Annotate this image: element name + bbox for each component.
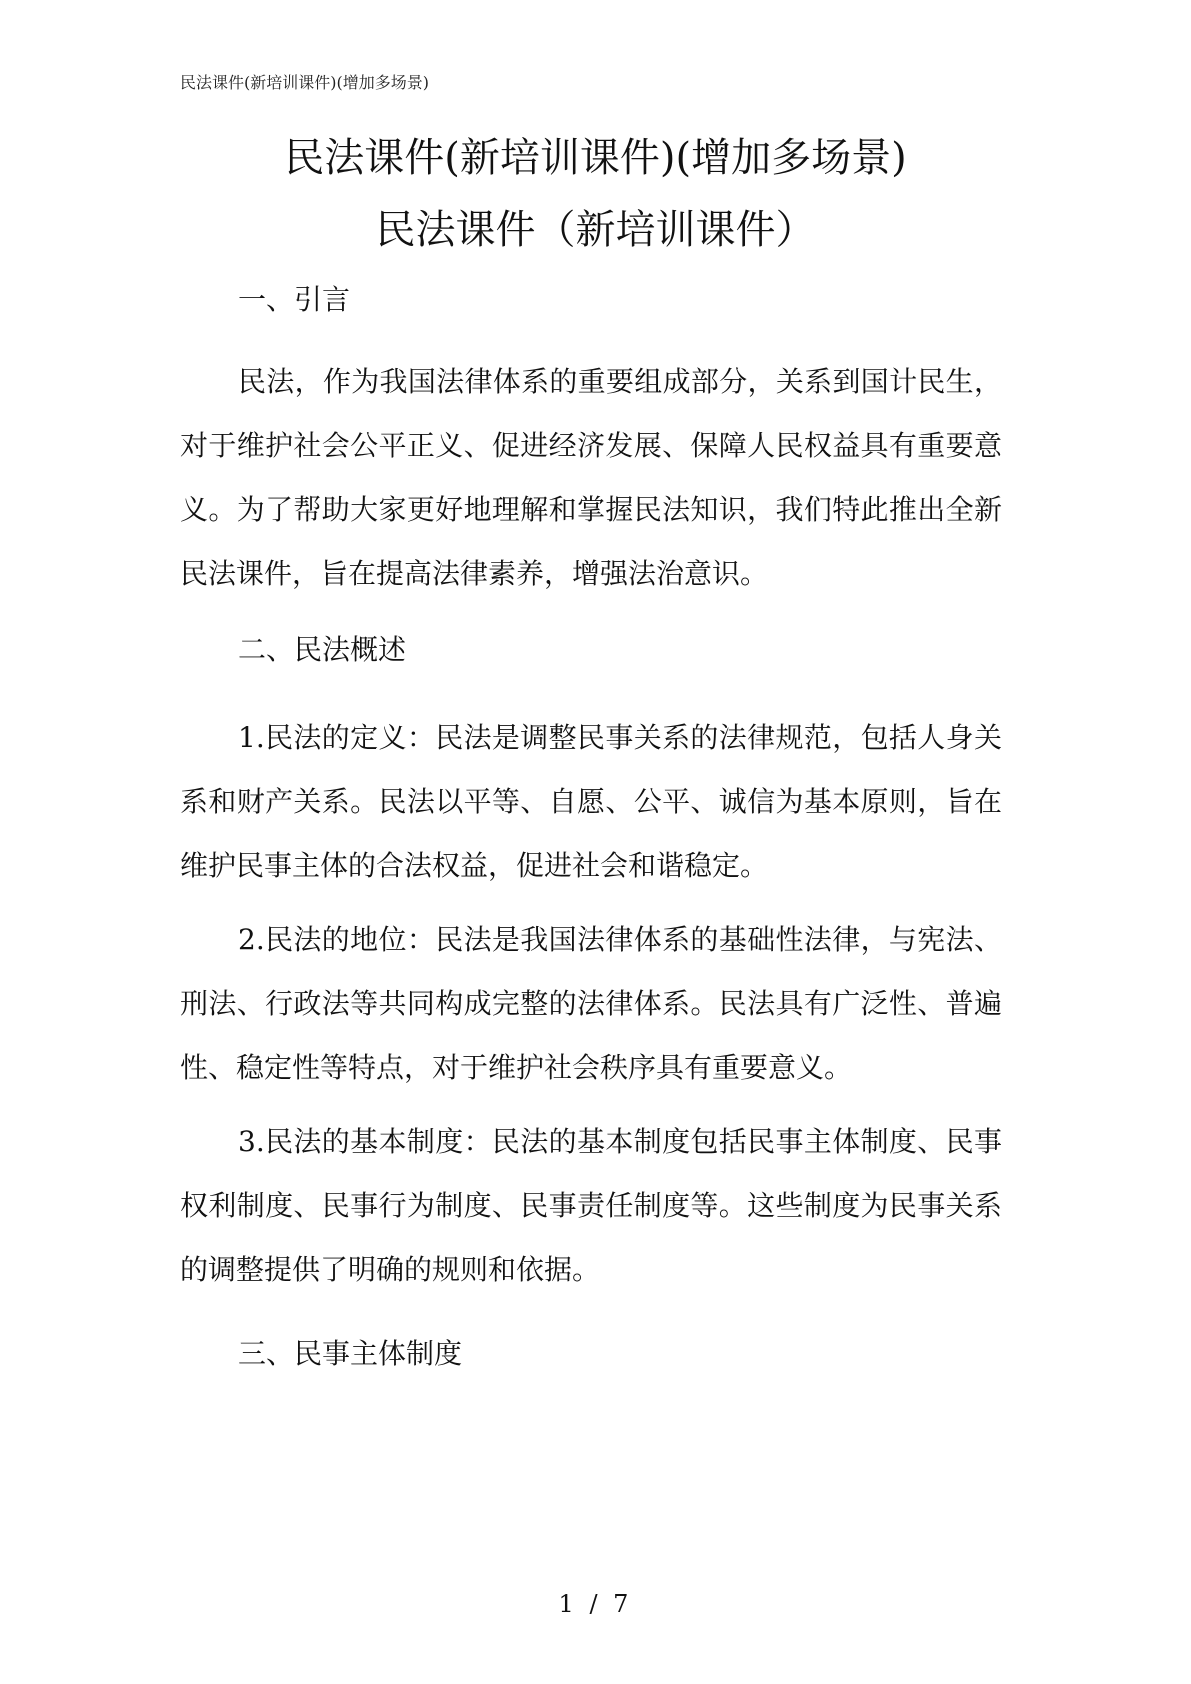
page-number: 1 / 7 xyxy=(558,1590,633,1618)
intro-paragraph: 民法，作为我国法律体系的重要组成部分，关系到国计民生，对于维护社会公平正义、促进经济发展、保障人民权益具有重要意义。为了帮助大家更好地理解和掌握民法知识，我们特此推出全新民法课件，旨在提高法律素养，增强法治意识。 xyxy=(180,365,1002,590)
overview-item-definition: 1.民法的定义：民法是调整民事关系的法律规范，包括人身关系和财产关系。民法以平等、自愿、公平、诚信为基本原则，旨在维护民事主体的合法权益，促进社会和谐稳定。 xyxy=(180,721,1002,882)
section-heading-overview: 二、民法概述 xyxy=(238,633,407,666)
running-header: 民法课件(新培训课件)(增加多场景) xyxy=(180,73,429,92)
section-heading-subjects: 三、民事主体制度 xyxy=(238,1337,463,1370)
document-title: 民法课件(新培训课件)(增加多场景) xyxy=(284,135,907,181)
overview-item-institutions: 3.民法的基本制度：民法的基本制度包括民事主体制度、民事权利制度、民事行为制度、民事责任制度等。这些制度为民事关系的调整提供了明确的规则和依据。 xyxy=(180,1125,1002,1286)
section-heading-intro: 一、引言 xyxy=(238,283,351,316)
overview-item-status: 2.民法的地位：民法是我国法律体系的基础性法律，与宪法、刑法、行政法等共同构成完整的法律体系。民法具有广泛性、普遍性、稳定性等特点，对于维护社会秩序具有重要意义。 xyxy=(180,923,1002,1084)
document-subtitle: 民法课件（新培训课件） xyxy=(375,207,816,253)
